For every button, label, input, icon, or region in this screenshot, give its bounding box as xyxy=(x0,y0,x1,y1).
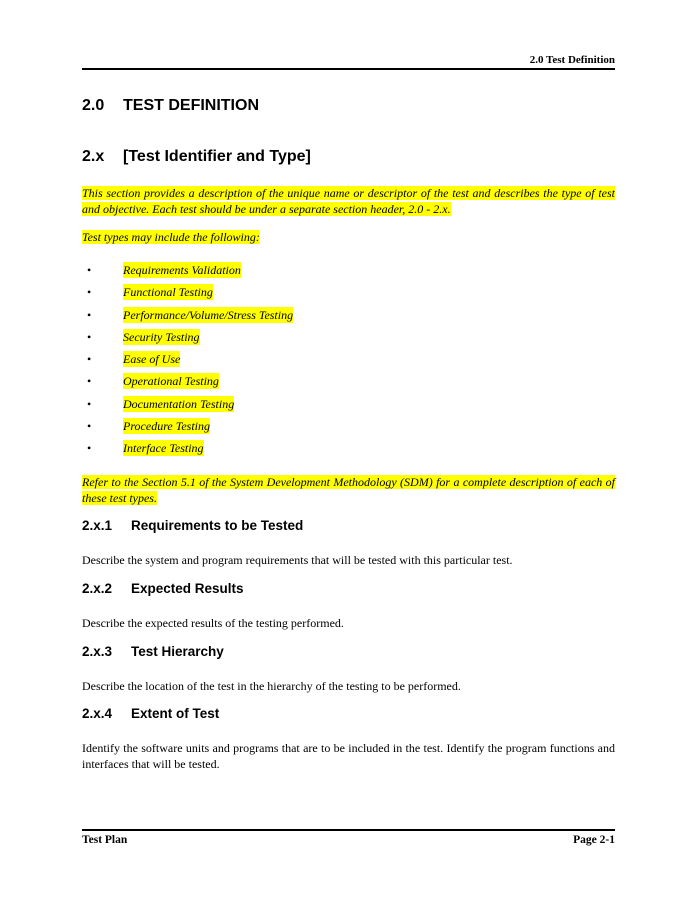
footer-rule xyxy=(82,829,615,831)
subsection-title: Expected Results xyxy=(131,581,244,596)
section-heading xyxy=(82,97,259,115)
running-header: 2.0 Test Definition xyxy=(529,54,615,66)
bullet-icon: • xyxy=(87,352,92,367)
list-item-text: Procedure Testing xyxy=(123,419,210,434)
subsection-title: Extent of Test xyxy=(131,706,220,721)
intro-paragraph xyxy=(82,185,615,217)
list-item-text: Functional Testing xyxy=(123,285,213,300)
bullet-icon: • xyxy=(87,285,92,300)
subsection-2x4-heading xyxy=(82,706,219,721)
refer-text: Refer to the Section 5.1 of the System Development Methodology (SDM) for a complete description of each of these test types. xyxy=(82,475,615,505)
bullet-icon: • xyxy=(87,396,92,411)
list-item-text: Performance/Volume/Stress Testing xyxy=(123,307,294,322)
subsection-2x3-heading xyxy=(82,644,224,659)
subsection-heading xyxy=(82,148,311,166)
bullet-icon: • xyxy=(87,419,92,434)
section-number: 2.0 xyxy=(82,97,105,114)
section-title: TEST DEFINITION xyxy=(123,97,259,114)
bullet-icon: • xyxy=(87,441,92,456)
subsection-2x2-heading xyxy=(82,581,244,596)
subsection-number: 2.x.2 xyxy=(82,581,113,596)
subsection-2x2-body: Describe the expected results of the testing performed. xyxy=(82,616,344,630)
types-lead-text: Test types may include the following: xyxy=(82,230,260,244)
subsection-number: 2.x.1 xyxy=(82,518,113,533)
subsection-number: 2.x xyxy=(82,148,105,165)
bullet-icon: • xyxy=(87,307,92,322)
footer-document-title: Test Plan xyxy=(82,834,128,846)
types-lead-paragraph xyxy=(82,229,615,245)
bullet-icon: • xyxy=(87,263,92,277)
list-item-text: Ease of Use xyxy=(123,352,181,367)
list-item-text: Operational Testing xyxy=(123,374,219,389)
subsection-number: 2.x.4 xyxy=(82,706,113,721)
bullet-icon: • xyxy=(87,374,92,389)
subsection-title: Test Hierarchy xyxy=(131,644,224,659)
list-item-text: Requirements Validation xyxy=(123,263,241,277)
list-item-text: Interface Testing xyxy=(123,441,204,456)
footer-page-number: Page 2-1 xyxy=(573,834,615,846)
refer-paragraph xyxy=(82,474,615,506)
bullet-icon: • xyxy=(87,329,92,344)
header-rule xyxy=(82,68,615,70)
subsection-number: 2.x.3 xyxy=(82,644,113,659)
list-item-text: Documentation Testing xyxy=(123,396,235,411)
subsection-2x4-body: Identify the software units and programs that are to be included in the test. Identify the program functions and interfaces that will be tested. xyxy=(82,741,615,771)
subsection-2x1-body: Describe the system and program requirements that will be tested with this particular test. xyxy=(82,553,513,567)
subsection-title: Requirements to be Tested xyxy=(131,518,304,533)
subsection-title: [Test Identifier and Type] xyxy=(123,148,311,165)
subsection-2x1-heading xyxy=(82,518,303,533)
subsection-2x3-body: Describe the location of the test in the hierarchy of the testing to be performed. xyxy=(82,679,461,693)
intro-text: This section provides a description of the unique name or descriptor of the test and describes the type of test and objective. Each test should be under a separate section header, 2.0 - 2.x. xyxy=(82,186,615,216)
list-item-text: Security Testing xyxy=(123,329,200,344)
